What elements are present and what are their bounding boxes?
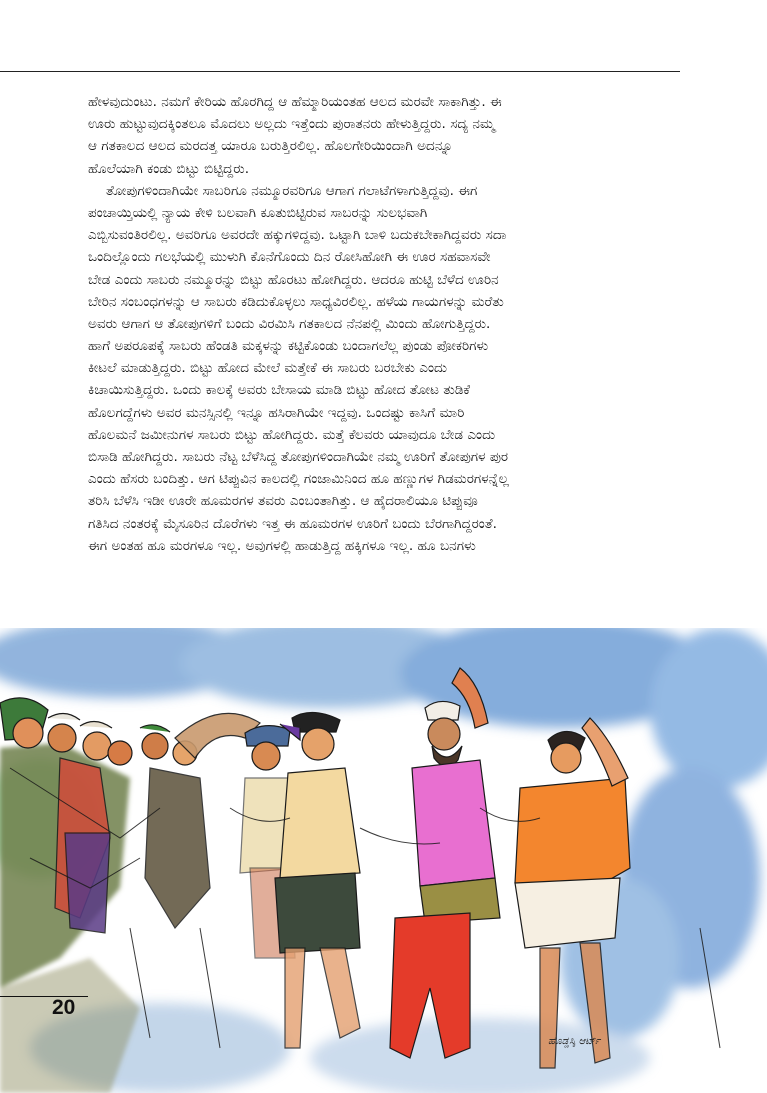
text-line: ಕಿಚಾಯಿಸುತ್ತಿದ್ದರು. ಒಂದು ಕಾಲಕ್ಕೆ ಅವರು ಬೇಸಾಯ ಮಾಡಿ ಬಿಟ್ಟು ಹೋದ ತೋಟ ತುಡಿಕೆ (88, 382, 471, 399)
text-line: ಒಂದಿಲ್ಲೊಂದು ಗಲಭೆಯಲ್ಲಿ ಮುಳುಗಿ ಕೊನೆಗೊಂದು ದಿನ ರೋಸಿಹೋಗಿ ಈ ಊರ ಸಹವಾಸವೇ (88, 249, 491, 266)
text-line: ಪಂಚಾಯ್ತಿಯಲ್ಲಿ ನ್ಯಾಯ ಕೇಳಿ ಬಲವಾಗಿ ಕೂತುಬಿಟ್ಟಿರುವ ಸಾಬರನ್ನು ಸುಲಭವಾಗಿ (88, 204, 428, 221)
text-line: ಬೇಡ ಎಂದು ಸಾಬರು ನಮ್ಮೂರನ್ನು ಬಿಟ್ಟು ಹೊರಟು ಹೋಗಿದ್ದರು. ಆದರೂ ಹುಟ್ಟಿ ಬೆಳೆದ ಊರಿನ (88, 271, 499, 288)
text-line: ಎಂದು ಹೆಸರು ಬಂದಿತ್ತು. ಆಗ ಟಿಪ್ಪುವಿನ ಕಾಲದಲ್ಲಿ ಗಂಜಾಮಿನಿಂದ ಹೂ ಹಣ್ಣುಗಳ ಗಿಡಮರಗಳನ್ನೆಲ್ಲ (88, 471, 509, 488)
text-line: ಹೊಲೆಯಾಗಿ ಕಂಡು ಬಿಟ್ಟು ಬಿಟ್ಟಿದ್ದರು. (88, 160, 250, 177)
text-line: ಬೇರಿನ ಸಂಬಂಧಗಳನ್ನು ಆ ಸಾಬರು ಕಡಿದುಕೊಳ್ಳಲು ಸಾಧ್ಯವಿರಲಿಲ್ಲ. ಹಳೆಯ ಗಾಯಗಳನ್ನು ಮರೆತು (88, 293, 504, 310)
text-line: ಹೊಲಗದ್ದೆಗಳು ಅವರ ಮನಸ್ಸಿನಲ್ಲಿ ಇನ್ನೂ ಹಸಿರಾಗಿಯೇ ಇದ್ದವು. ಒಂದಷ್ಟು ಕಾಸಿಗೆ ಮಾರಿ (88, 404, 465, 421)
text-line: ಕೀಟಲೆ ಮಾಡುತ್ತಿದ್ದರು. ಬಿಟ್ಟು ಹೋದ ಮೇಲೆ ಮತ್ತೇಕೆ ಈ ಸಾಬರು ಬರಬೇಕು ಎಂದು (88, 360, 448, 377)
text-line: ಹಾಗೆ ಅಪರೂಪಕ್ಕೆ ಸಾಬರು ಹೆಂಡತಿ ಮಕ್ಕಳನ್ನು ಕಟ್ಟಿಕೊಂಡು ಬಂದಾಗಲೆಲ್ಲ ಪುಂಡು ಪೋಕರಿಗಳು (88, 338, 489, 355)
page-number-block (0, 996, 88, 1024)
text-line: ಆ ಗತಕಾಲದ ಆಲದ ಮರದತ್ತ ಯಾರೂ ಬರುತ್ತಿರಲಿಲ್ಲ. ಹೊಲಗೇರಿಯಿಂದಾಗಿ ಅದನ್ನೂ (88, 138, 453, 155)
text-line: ಬಿಸಾಡಿ ಹೋಗಿದ್ದರು. ಸಾಬರು ನೆಟ್ಟ ಬೆಳೆಸಿದ್ದ ತೋಪುಗಳಿಂದಾಗಿಯೇ ನಮ್ಮ ಊರಿಗೆ ತೋಪುಗಳ ಪುರ (88, 449, 509, 465)
page-number: 20 (52, 996, 76, 1019)
text-line: ಹೇಳವುದುಂಟು. ನಮಗೆ ಕೇರಿಯ ಹೊರಗಿದ್ದ ಆ ಹೆಮ್ಮಾರಿಯಂತಹ ಆಲದ ಮರವೇ ಸಾಕಾಗಿತ್ತು. ಈ (88, 94, 502, 110)
text-line: ಹೊಲಮನೆ ಜಮೀನುಗಳ ಸಾಬರು ಬಿಟ್ಟು ಹೋಗಿದ್ದರು. ಮತ್ತೆ ಕೆಲವರು ಯಾವುದೂ ಬೇಡ ಎಂದು (88, 426, 496, 443)
watercolor-illustration (0, 628, 767, 1093)
text-line: ತೋಪುಗಳಿಂದಾಗಿಯೇ ಸಾಬರಿಗೂ ನಮ್ಮೂರವರಿಗೂ ಆಗಾಗ ಗಲಾಟೆಗಳಾಗುತ್ತಿದ್ದವು. ಈಗ (106, 182, 478, 199)
text-line: ತರಿಸಿ ಬೆಳೆಸಿ ಇಡೀ ಊರೇ ಹೂಮರಗಳ ತವರು ಎಂಬಂತಾಗಿತ್ತು. ಆ ಹೈದರಾಲಿಯೂ ಟಿಪ್ಪುವೂ (88, 493, 478, 510)
header-rule (0, 71, 680, 72)
artist-signature: ಹೊಡ್ಡಸ್ಕಿ ಆರ್ಟ್ (548, 1036, 601, 1047)
body-text (88, 91, 688, 557)
text-line: ಊರು ಹುಟ್ಟುವುದಕ್ಕಿಂತಲೂ ಮೊದಲು ಅಲ್ಲದು ಇತ್ತೆಂದು ಪುರಾತನರು ಹೇಳುತ್ತಿದ್ದರು. ಸದ್ಯ ನಮ್ಮ (88, 116, 495, 133)
text-line: ಅವರು ಆಗಾಗ ಆ ತೋಪುಗಳಿಗೆ ಬಂದು ವಿರಮಿಸಿ ಗತಕಾಲದ ನೆನಪಲ್ಲಿ ಮಿಂದು ಹೋಗುತ್ತಿದ್ದರು. (88, 315, 491, 332)
figure-pink (390, 668, 500, 1058)
text-line: ಎಬ್ಬಿಸುವಂತಿರಲಿಲ್ಲ. ಅವರಿಗೂ ಅವರದೇ ಹಕ್ಕುಗಳಿದ್ದವು. ಒಟ್ಟಾಗಿ ಬಾಳಿ ಬದುಕಬೇಕಾಗಿದ್ದವರು ಸದಾ (88, 227, 507, 244)
text-line: ಈಗ ಅಂತಹ ಹೂ ಮರಗಳೂ ಇಲ್ಲ. ಅವುಗಳಲ್ಲಿ ಹಾಡುತ್ತಿದ್ದ ಹಕ್ಕಿಗಳೂ ಇಲ್ಲ. ಹೂ ಬನಗಳು (88, 537, 476, 554)
text-line: ಗತಿಸಿದ ನಂತರಕ್ಕೆ ಮೈಸೂರಿನ ದೊರೆಗಳು ಇತ್ತ ಈ ಹೂಮರಗಳ ಊರಿಗೆ ಬಂದು ಬೆರಗಾಗಿದ್ದರಂತೆ. (88, 515, 497, 532)
figure-center (275, 712, 360, 1048)
